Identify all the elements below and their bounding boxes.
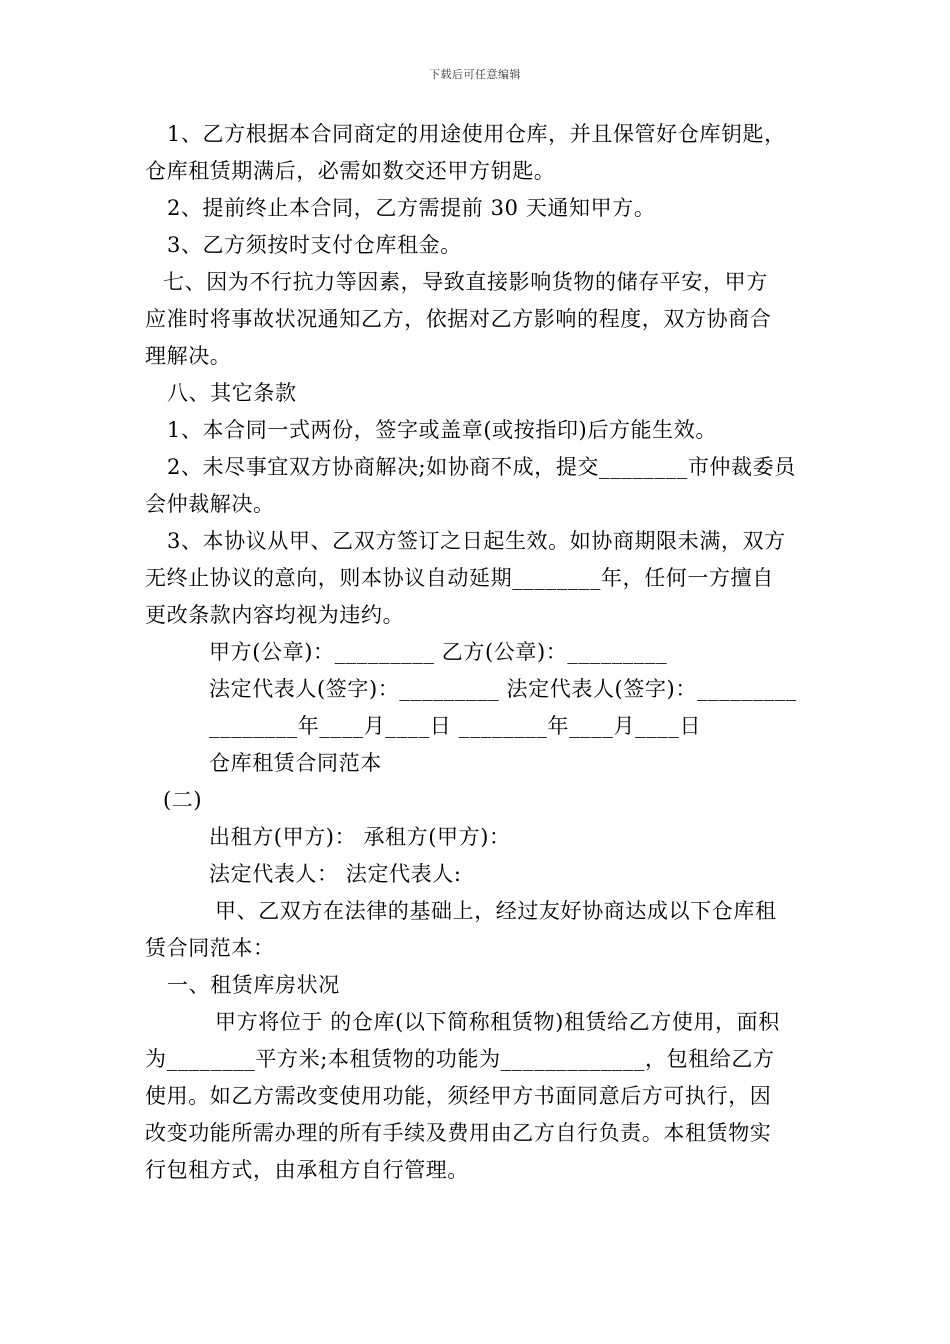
paragraph-line: 1、乙方根据本合同商定的用途使用仓库，并且保管好仓库钥匙， <box>167 122 786 146</box>
signature-line-seal: 甲方(公章)：_________ 乙方(公章)：_________ <box>209 640 668 664</box>
signature-line-representative: 法定代表人(签字)：_________ 法定代表人(签字)：_________ <box>209 677 797 701</box>
paragraph-line: 理解决。 <box>145 344 232 368</box>
paragraph-line: 为________平方米;本租赁物的功能为_____________，包租给乙方 <box>145 1047 775 1071</box>
paragraph-line: 3、本协议从甲、乙双方签订之日起生效。如协商期限未满，双方 <box>167 529 786 553</box>
paragraph-line: 更改条款内容均视为违约。 <box>145 603 405 627</box>
paragraph-line: 七、因为不行抗力等因素，导致直接影响货物的储存平安，甲方 <box>163 270 768 294</box>
header-note: 下载后可任意编辑 <box>429 68 521 81</box>
paragraph-line: 甲、乙双方在法律的基础上，经过友好协商达成以下仓库租 <box>215 899 777 923</box>
document-subtitle: (二) <box>163 788 203 812</box>
section-heading: 八、其它条款 <box>167 381 297 405</box>
paragraph-line: 应准时将事故状况通知乙方，依据对乙方影响的程度，双方协商合 <box>145 307 772 331</box>
paragraph-line: 赁合同范本： <box>145 936 275 960</box>
paragraph-line: 2、提前终止本合同，乙方需提前 30 天通知甲方。 <box>167 196 656 220</box>
document-body <box>145 116 810 1189</box>
document-title: 仓库租赁合同范本 <box>209 751 382 775</box>
signature-line-date: ________年____月____日 ________年____月____日 <box>209 714 702 738</box>
paragraph-line: 1、本合同一式两份，签字或盖章(或按指印)后方能生效。 <box>167 418 717 442</box>
paragraph-line: 行包租方式，由承租方自行管理。 <box>145 1158 469 1182</box>
paragraph-line: 仓库租赁期满后，必需如数交还甲方钥匙。 <box>145 159 556 183</box>
paragraph-line: 甲方将位于 的仓库(以下简称租赁物)租赁给乙方使用，面积 <box>215 1010 780 1034</box>
paragraph-line: 3、乙方须按时支付仓库租金。 <box>167 233 462 257</box>
paragraph-line: 无终止协议的意向，则本协议自动延期________年，任何一方擅自 <box>145 566 774 590</box>
party-line: 出租方(甲方)： 承租方(甲方)： <box>209 825 511 849</box>
paragraph-line: 会仲裁解决。 <box>145 492 275 516</box>
representative-line: 法定代表人： 法定代表人: <box>209 862 462 886</box>
paragraph-line: 使用。如乙方需改变使用功能，须经甲方书面同意后方可执行，因 <box>145 1084 772 1108</box>
paragraph-line: 2、未尽事宜双方协商解决;如协商不成，提交________市仲裁委员 <box>167 455 796 479</box>
paragraph-line: 改变功能所需办理的所有手续及费用由乙方自行负责。本租赁物实 <box>145 1121 772 1145</box>
section-heading: 一、租赁库房状况 <box>167 973 340 997</box>
